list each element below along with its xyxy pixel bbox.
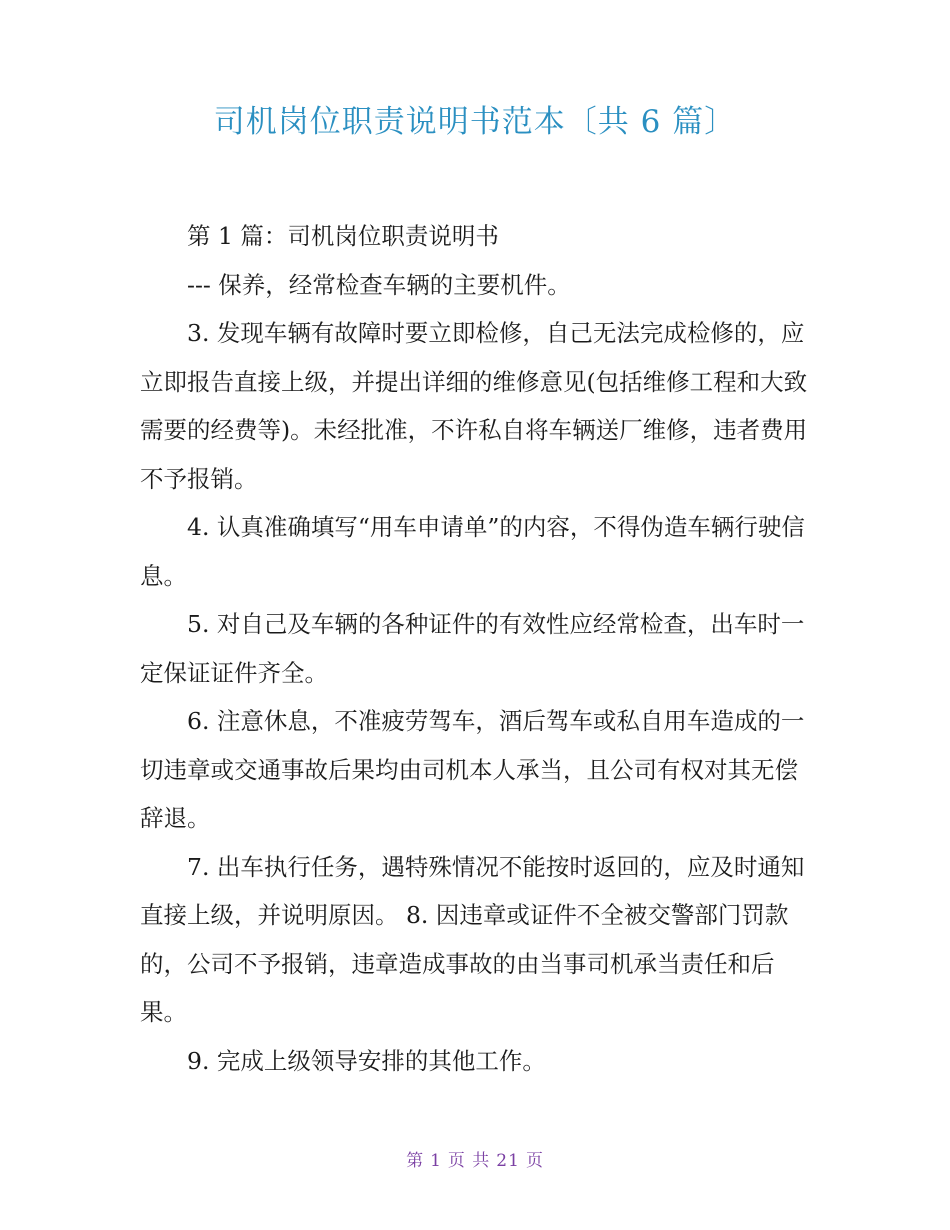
- paragraph-item-5: 5. 对自己及车辆的各种证件的有效性应经常检查，出车时一定保证证件齐全。: [140, 610, 805, 687]
- footer-prefix: 第: [406, 1151, 425, 1171]
- footer-current-page: 1: [430, 1151, 442, 1171]
- paragraph-item-6: 6. 注意休息，不准疲劳驾车，酒后驾车或私自用车造成的一切违章或交通事故后果均由司机本人承当，且公司有权对其无偿辞退。: [140, 707, 805, 832]
- paragraph-item-7-8: 7. 出车执行任务，遇特殊情况不能按时返回的，应及时通知直接上级，并说明原因。 8. 因违章或证件不全被交警部门罚款的，公司不予报销，违章造成事故的由当事司机承当责任和后果。: [140, 852, 805, 1026]
- paragraph-item-9: 9. 完成上级领导安排的其他工作。: [187, 1046, 546, 1075]
- paragraph-item-3: 3. 发现车辆有故障时要立即检修，自己无法完成检修的，应立即报告直接上级，并提出详细的维修意见(包括维修工程和大致需要的经费等)。未经批准，不许私自将车辆送厂维修，违者费用不予报销。: [140, 319, 808, 493]
- paragraph-maintenance: --- 保养，经常检查车辆的主要机件。: [187, 270, 571, 299]
- document-title: 司机岗位职责说明书范本〔共 6 篇〕: [213, 104, 737, 140]
- footer-suffix: 页: [525, 1151, 544, 1171]
- footer-total-pages: 21: [496, 1151, 520, 1171]
- document-body: [140, 212, 812, 1085]
- footer-mid: 页 共: [447, 1151, 491, 1171]
- page-footer: [0, 1148, 950, 1174]
- section-heading: 第 1 篇：司机岗位职责说明书: [187, 222, 499, 250]
- paragraph-item-4: 4. 认真准确填写“用车申请单”的内容，不得伪造车辆行驶信息。: [140, 513, 805, 590]
